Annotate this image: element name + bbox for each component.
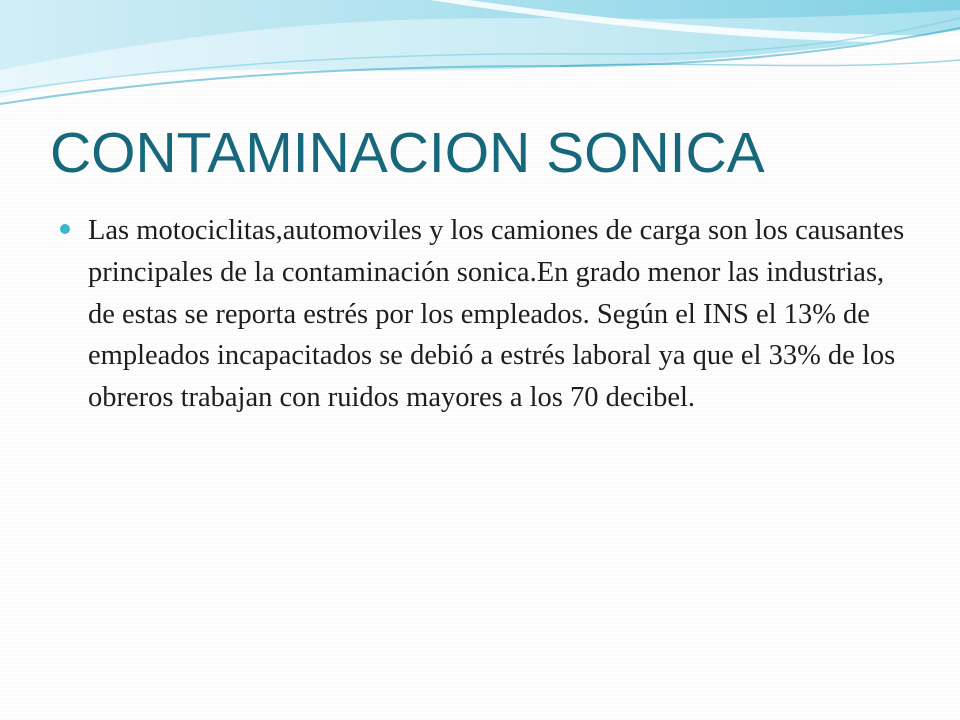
wave-header-decoration <box>0 0 960 120</box>
bullet-text: Las motociclitas,automoviles y los camiones de carga son los causantes principales de la contaminación sonica.En grado menor las industrias, de estas se reporta estrés por los empleados. Según el INS el 13% de empleados incapacitados se debió a estrés laboral ya que el 33% de los obreros trabajan con ruidos mayores a los 70 decibel. <box>88 215 905 414</box>
slide-title: CONTAMINACION SONICA <box>50 121 765 185</box>
bullet-dot-icon <box>60 224 70 234</box>
slide-body <box>60 210 920 419</box>
bullet-item <box>60 210 920 419</box>
